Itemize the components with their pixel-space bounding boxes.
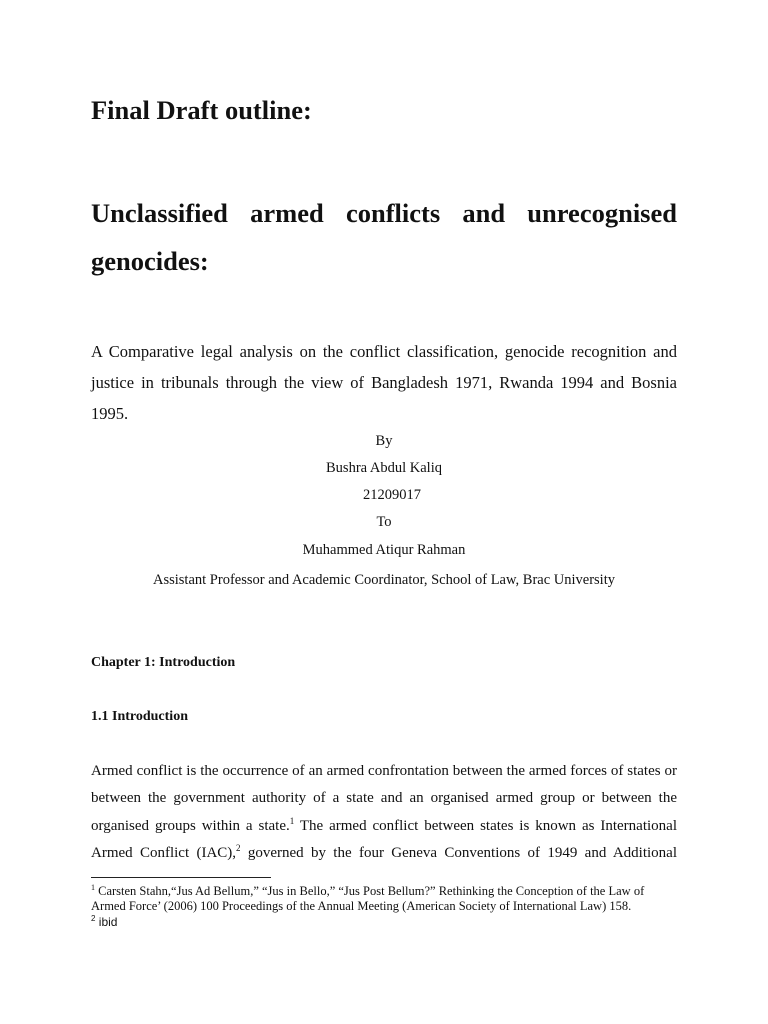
student-id: 21209017 (363, 487, 421, 503)
footnote-ref-2[interactable]: 2 (236, 842, 241, 853)
footnote-ref-1[interactable]: 1 (289, 815, 295, 826)
body-paragraph (91, 758, 677, 867)
body-text-part2: The armed conflict between states is known as International Armed Conflict (IAC), (91, 817, 677, 861)
footnote-1-number: 1 (91, 882, 95, 892)
author-name: Bushra Abdul Kaliq (326, 460, 442, 476)
footnote-1-text: Carsten Stahn,“Jus Ad Bellum,” “Jus in Bello,” “Jus Post Bellum?” Rethinking the Conception of the Law of Armed Force’ (2006) 100 Proceedings of the Annual Meeting (American Society of International Law) 158. (91, 884, 645, 913)
footnote-separator (91, 877, 271, 878)
body-text-part3: governed by the four Geneva Conventions of 1949 and Additional (240, 844, 677, 861)
document-title: Unclassified armed conflicts and unrecognised genocides: (91, 198, 677, 276)
document-subtitle: A Comparative legal analysis on the conflict classification, genocide recognition and justice in tribunals through the view of Bangladesh 1971, Rwanda 1994 and Bosnia 1995. (91, 342, 677, 423)
section-heading: 1.1 Introduction (91, 709, 188, 724)
body-text-part1: Armed conflict is the occurrence of an armed confrontation between the armed forces of states or between the government authority of a state and an organised armed group or between the organised groups within a state. (91, 763, 677, 834)
document-heading: Final Draft outline: (91, 95, 312, 125)
footnote-2-number: 2 (91, 914, 96, 923)
supervisor-name: Muhammed Atiqur Rahman (302, 542, 466, 558)
chapter-heading: Chapter 1: Introduction (91, 655, 236, 670)
supervisor-title: Assistant Professor and Academic Coordinator, School of Law, Brac University (153, 572, 615, 588)
by-label: By (375, 433, 393, 449)
to-label: To (376, 514, 392, 530)
footnote-2 (91, 915, 677, 930)
footnote-1 (91, 884, 677, 914)
footnote-2-text: ibid (95, 915, 118, 929)
